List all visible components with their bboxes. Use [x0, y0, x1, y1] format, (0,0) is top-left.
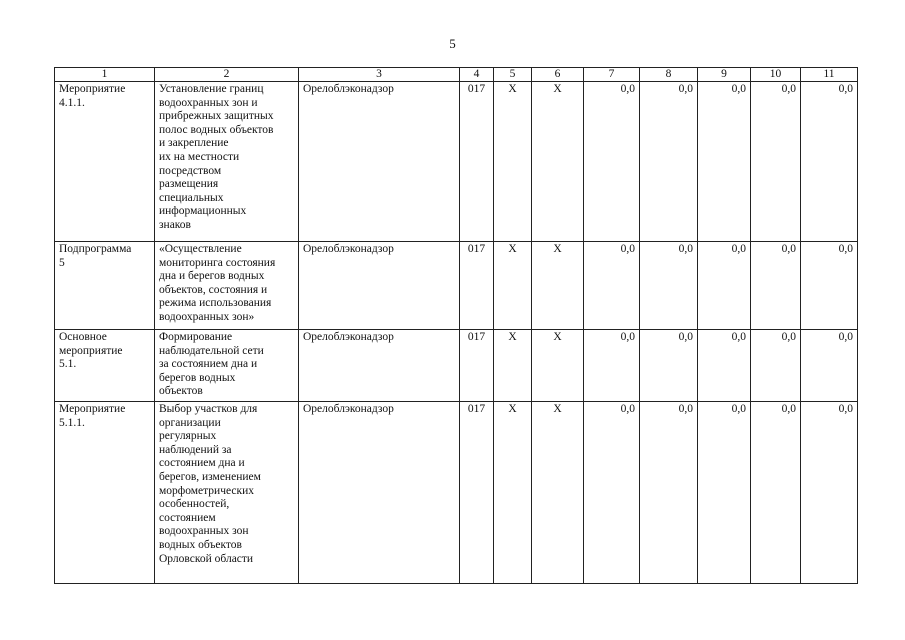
row-value-cell: 0,0	[640, 402, 698, 584]
row-executor-cell: Орелоблэконадзор	[299, 402, 460, 584]
row-value-cell: 0,0	[640, 242, 698, 330]
program-table	[54, 67, 858, 584]
row-value-cell: 0,0	[801, 330, 858, 402]
row-rz-cell: Х	[494, 402, 532, 584]
row-rz-cell: Х	[494, 82, 532, 242]
row-value-cell: 0,0	[584, 242, 640, 330]
row-value-cell: 0,0	[584, 402, 640, 584]
row-value-cell: 0,0	[801, 402, 858, 584]
header-cell: 11	[801, 68, 858, 82]
header-cell: 3	[299, 68, 460, 82]
row-name-cell: «Осуществление мониторинга состояния дна и берегов водных объектов, состояния и режима использования водоохранных зон»	[155, 242, 299, 330]
row-value-cell: 0,0	[801, 242, 858, 330]
row-csr-cell: Х	[532, 82, 584, 242]
row-csr-cell: Х	[532, 330, 584, 402]
row-name-cell: Установление границ водоохранных зон и прибрежных защитных полос водных объектов и закрепление их на местности посредством размещения специальных информационных знаков	[155, 82, 299, 242]
row-value-cell: 0,0	[751, 82, 801, 242]
row-value-cell: 0,0	[698, 242, 751, 330]
row-value-cell: 0,0	[801, 82, 858, 242]
row-code-cell: Подпрограмма 5	[55, 242, 155, 330]
row-value-cell: 0,0	[584, 82, 640, 242]
header-cell: 1	[55, 68, 155, 82]
header-cell: 2	[155, 68, 299, 82]
header-cell: 8	[640, 68, 698, 82]
table-row	[55, 402, 858, 584]
header-row	[55, 68, 858, 82]
row-value-cell: 0,0	[698, 330, 751, 402]
row-value-cell: 0,0	[584, 330, 640, 402]
row-executor-cell: Орелоблэконадзор	[299, 330, 460, 402]
row-csr-cell: Х	[532, 242, 584, 330]
row-grbs-cell: 017	[460, 242, 494, 330]
row-value-cell: 0,0	[698, 82, 751, 242]
table-row	[55, 330, 858, 402]
row-code-cell: Мероприятие 5.1.1.	[55, 402, 155, 584]
row-grbs-cell: 017	[460, 402, 494, 584]
row-executor-cell: Орелоблэконадзор	[299, 242, 460, 330]
page-number: 5	[449, 36, 456, 51]
header-cell: 10	[751, 68, 801, 82]
table-row	[55, 82, 858, 242]
row-grbs-cell: 017	[460, 330, 494, 402]
row-code-cell: Мероприятие 4.1.1.	[55, 82, 155, 242]
row-rz-cell: Х	[494, 330, 532, 402]
row-value-cell: 0,0	[698, 402, 751, 584]
row-csr-cell: Х	[532, 402, 584, 584]
row-grbs-cell: 017	[460, 82, 494, 242]
row-name-cell: Выбор участков для организации регулярных наблюдений за состоянием дна и берегов, изменением морфометрических особенностей, состоянием водоохранных зон водных объектов Орловской области	[155, 402, 299, 584]
row-value-cell: 0,0	[751, 330, 801, 402]
row-value-cell: 0,0	[640, 82, 698, 242]
header-cell: 7	[584, 68, 640, 82]
row-value-cell: 0,0	[751, 242, 801, 330]
table-row	[55, 242, 858, 330]
row-executor-cell: Орелоблэконадзор	[299, 82, 460, 242]
row-name-cell: Формирование наблюдательной сети за состоянием дна и берегов водных объектов	[155, 330, 299, 402]
header-cell: 9	[698, 68, 751, 82]
header-cell: 5	[494, 68, 532, 82]
row-rz-cell: Х	[494, 242, 532, 330]
row-value-cell: 0,0	[640, 330, 698, 402]
header-cell: 6	[532, 68, 584, 82]
header-cell: 4	[460, 68, 494, 82]
row-code-cell: Основное мероприятие 5.1.	[55, 330, 155, 402]
row-value-cell: 0,0	[751, 402, 801, 584]
